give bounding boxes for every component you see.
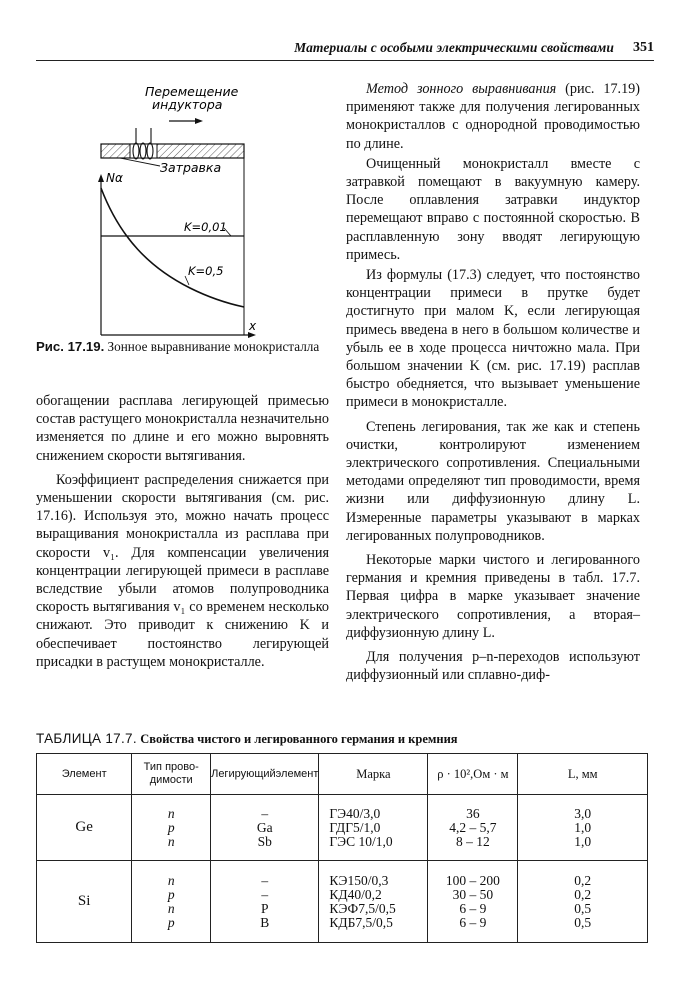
- col-resistivity: ρ · 10²,Ом · м: [428, 754, 518, 795]
- y-axis-label: Nα: [106, 171, 123, 185]
- cell-dopant: – Ga Sb: [211, 795, 319, 861]
- cell-resistivity: 100 – 200 30 – 50 6 – 9 6 – 9: [428, 861, 518, 943]
- paragraph: Коэффициент распределения снижается при уменьшении скорости вытягивания (см. рис. 17.16). Используя это, можно начать процесс выращивания монокристалла из расплава при скорости v₁. Для компенсации увеличения концентрации легирующей примеси в расплаве вследствие убыли атомов полупроводника скорость вытягивания v₁ со временем несколько снижают. Это приводит к снижению K и обеспечивает постоянство легирующей присадки в растущем монокристалле.: [36, 471, 329, 670]
- x-axis-label: x: [249, 319, 257, 333]
- col-element: Элемент: [37, 754, 132, 795]
- paragraph: Из формулы (17.3) следует, что постоянство концентрации примеси в прутке будет достигнуто при малом K, если легирующая примесь введена в него в большом количестве и убыль ее в ходе процесса ничтожно мала. При большом значении K (см. рис. 17.19) расплав быстро обедняется, что вызывает уменьшение примеси в монокристалле.: [346, 267, 640, 411]
- cell-grade: КЭ150/0,3 КД40/0,2 КЭФ7,5/0,5 КДБ7,5/0,5: [319, 861, 428, 943]
- zone-leveling-diagram: [90, 78, 290, 338]
- right-column: [346, 80, 640, 685]
- paragraph: Для получения p–n-переходов используют диффузионный или сплавно-диф-: [346, 649, 640, 684]
- cell-grade: ГЭ40/3,0 ГДГ5/1,0 ГЭС 10/1,0: [319, 795, 428, 861]
- movement-label: Перемещение: [145, 84, 239, 99]
- rod: [101, 144, 244, 158]
- k-small-label: K=0,01: [184, 220, 227, 234]
- running-header: [36, 38, 654, 61]
- cell-element: Si: [37, 861, 132, 943]
- cell-type: n p n: [132, 795, 211, 861]
- page-number: 351: [633, 40, 654, 55]
- col-diffusion-length: L, мм: [518, 754, 648, 795]
- paragraph: Очищенный монокристалл вместе с затравкой помещают в вакуумную камеру. После оплавления затравки индуктор перемещают вправо с постоянной скоростью. В расплавленную зону вводят легирующую примесь.: [346, 155, 640, 263]
- k-large-label: K=0,5: [188, 264, 224, 278]
- figure-number: Рис. 17.19.: [36, 339, 105, 354]
- col-grade: Марка: [319, 754, 428, 795]
- cell-element: Ge: [37, 795, 132, 861]
- paragraph-text: (рис. 17.19) применяют также для получения легированных монокристаллов с однородной проводимостью по длине.: [346, 81, 640, 152]
- paragraph: Некоторые марки чистого и легированного германия и кремния приведены в табл. 17.7. Первая цифра в марке указывает значение электрического сопротивления, а вторая–диффузионную длину L.: [346, 552, 640, 641]
- curve-k-05: [101, 188, 244, 307]
- col-conductivity: Тип прово-димости: [132, 754, 211, 795]
- left-column: [36, 392, 329, 671]
- cell-length: 0,2 0,2 0,5 0,5: [518, 861, 648, 943]
- figure-caption-text: Зонное выравнивание монокристалла: [107, 339, 320, 354]
- figure-zone-leveling: [90, 78, 290, 338]
- paragraph: обогащении расплава легирующей примесью состав растущего монокристалла незначительно изменяется по длине и его можно выровнять снижением скорости вытягивания.: [36, 393, 329, 464]
- cell-type: n p n p: [132, 861, 211, 943]
- table-header-row: [37, 754, 648, 795]
- inductor-label: индуктора: [152, 97, 223, 112]
- table-title: Свойства чистого и легированного германия и кремния: [140, 732, 458, 746]
- properties-table: [36, 753, 648, 943]
- table-label: ТАБЛИЦА 17.7.: [36, 731, 137, 746]
- paragraph: [346, 80, 640, 153]
- table-row-ge: [37, 795, 648, 861]
- method-term: Метод зонного выравнивания: [366, 81, 557, 97]
- paragraph: Степень легирования, так же как и степень очистки, контролируют изменением электрического сопротивления. Специальными методами определяют тип проводимости, время жизни или диффузионную длину L. Измеренные параметры указывают в марках легированных полупроводников.: [346, 418, 640, 544]
- running-title: Материалы с особыми электрическими свойствами: [294, 40, 614, 55]
- table-row-si: [37, 861, 648, 943]
- cell-resistivity: 36 4,2 – 5,7 8 – 12: [428, 795, 518, 861]
- table-caption: [36, 731, 458, 747]
- seed-label: Затравка: [160, 160, 222, 175]
- arrow-right-icon: [169, 118, 203, 124]
- figure-caption: [36, 338, 336, 355]
- col-dopant: Легирующийэлемент: [211, 754, 319, 795]
- cell-length: 3,0 1,0 1,0: [518, 795, 648, 861]
- cell-dopant: – – P B: [211, 861, 319, 943]
